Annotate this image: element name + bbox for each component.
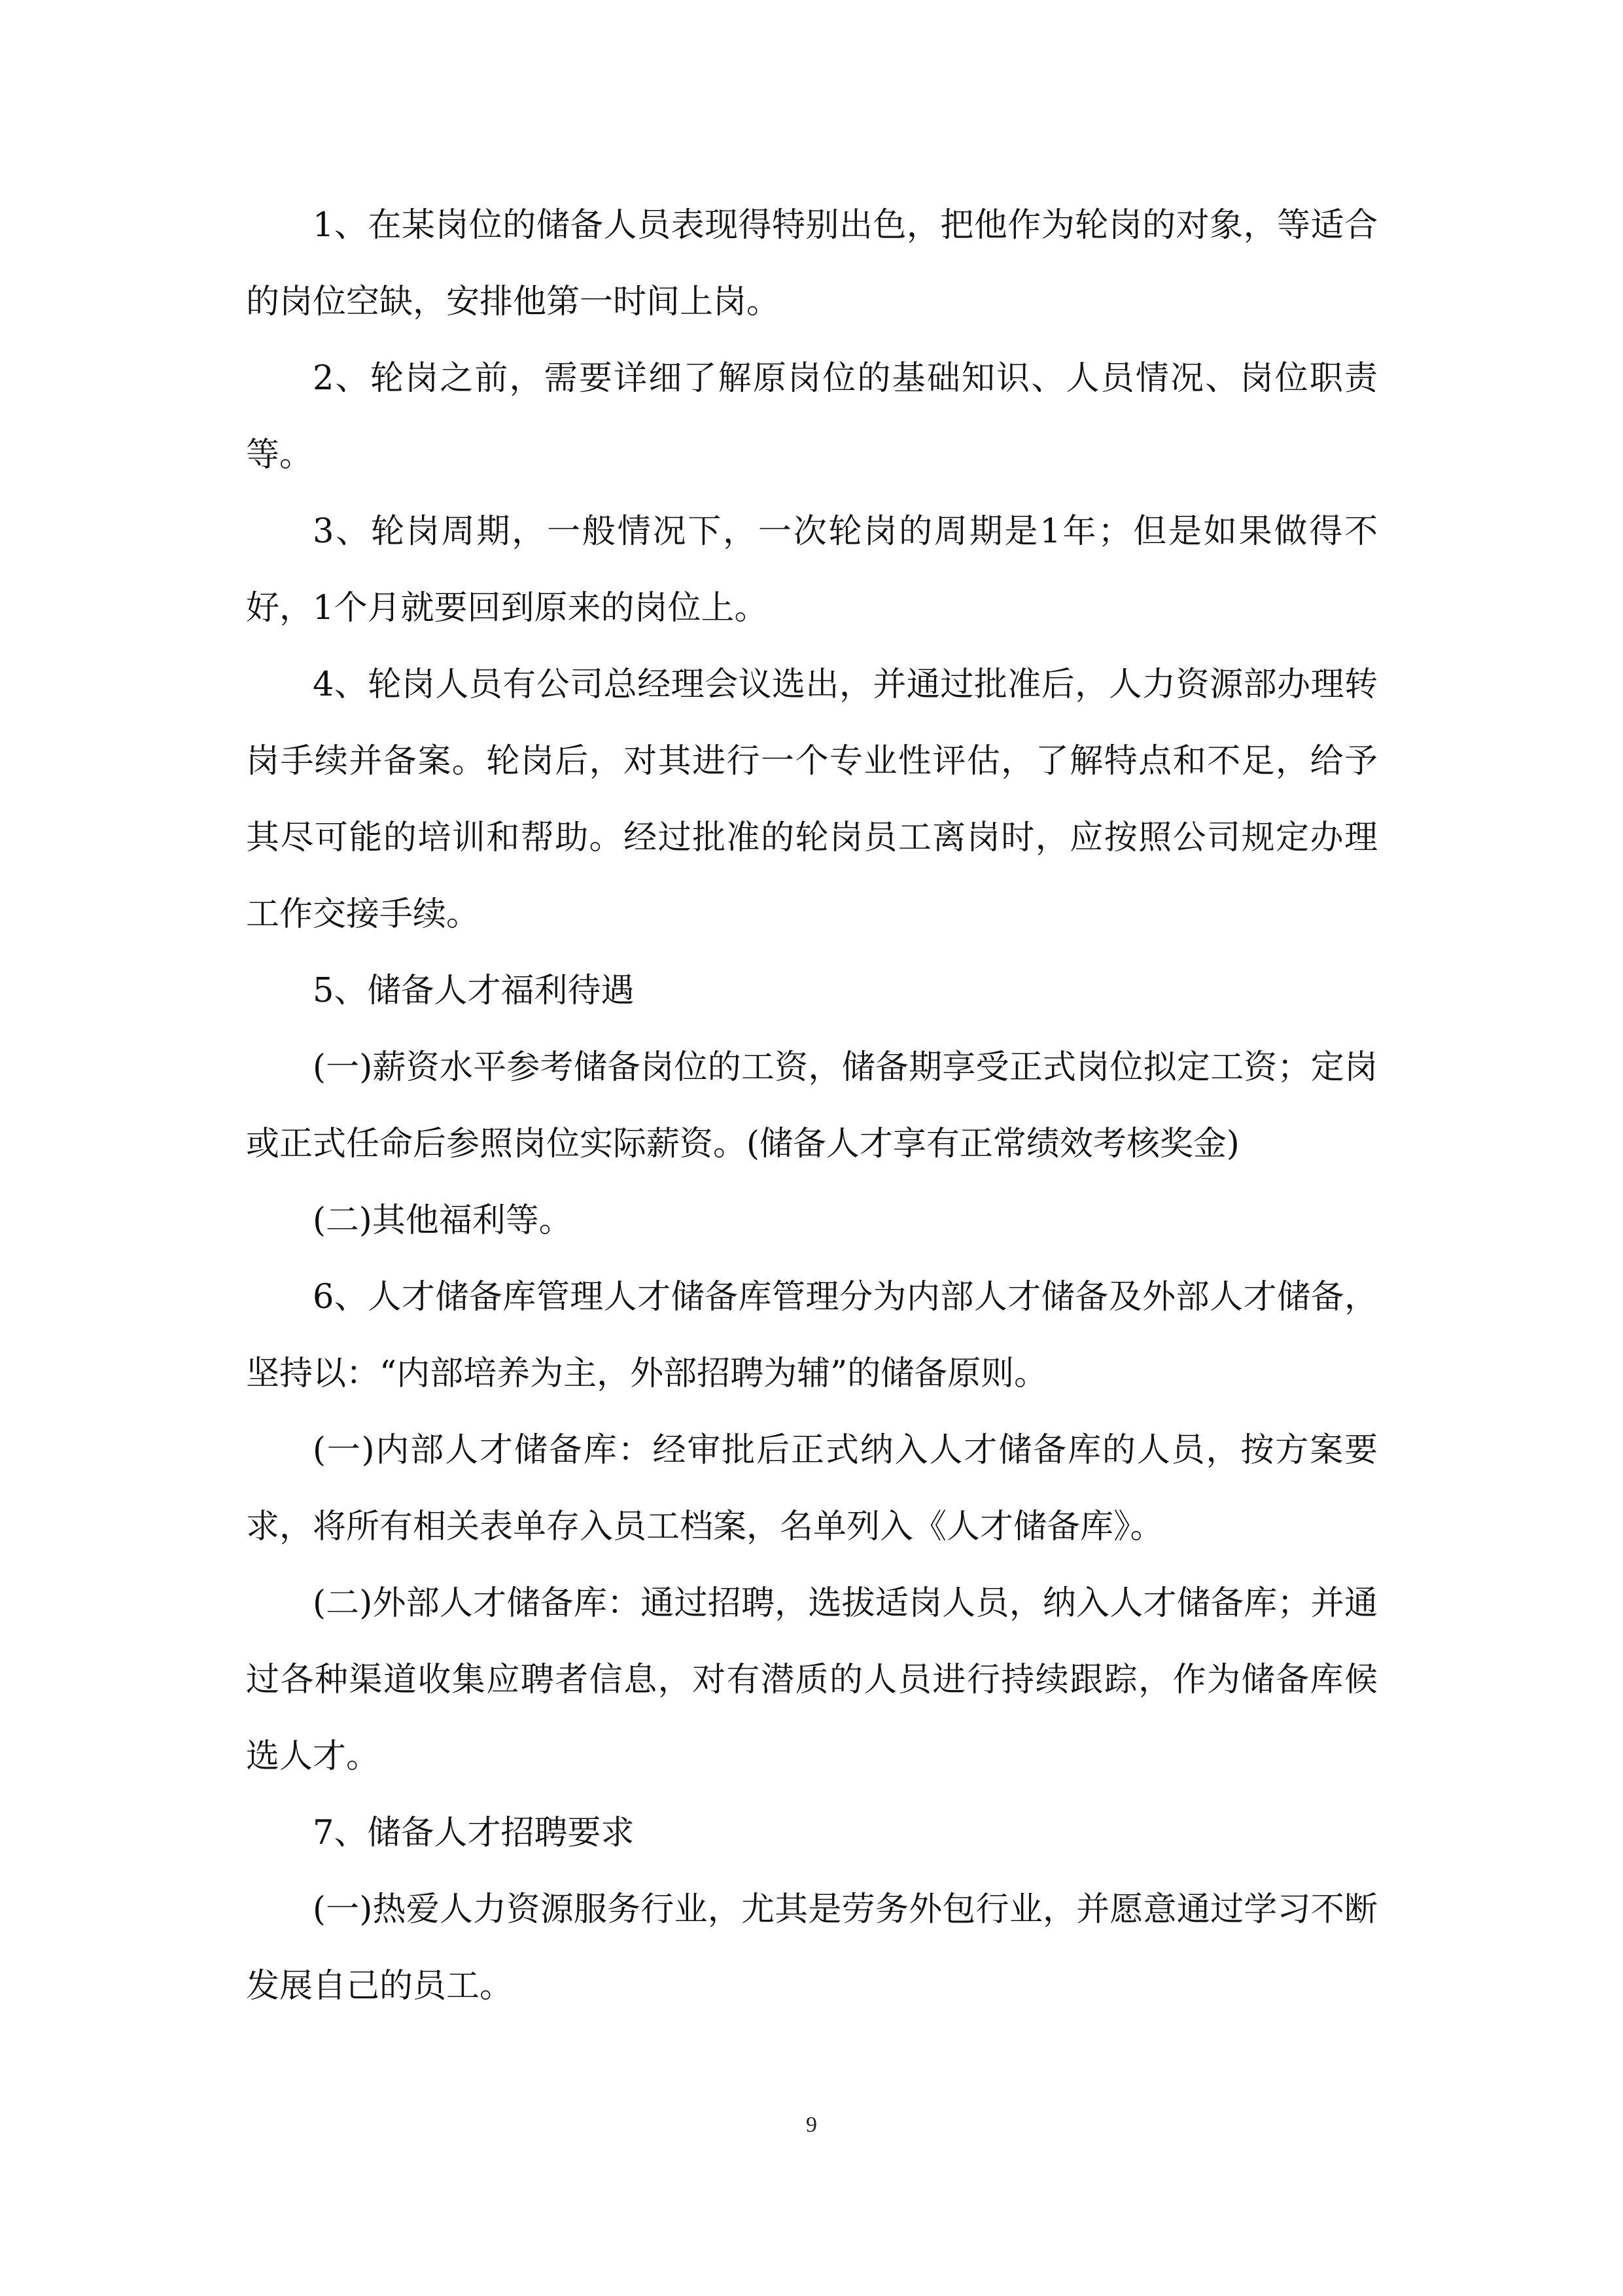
paragraph-5-item-2: (二)其他福利等。 <box>313 1201 572 1240</box>
paragraph-4: 4、轮岗人员有公司总经理会议选出，并通过批准后，人力资源部办理转岗手续并备案。轮岗后，对其进行一个专业性评估，了解特点和不足，给予其尽可能的培训和帮助。经过批准的轮岗员工离岗时，应按照公司规定办理工作交接手续。 <box>246 665 1378 934</box>
paragraph-3: 3、轮岗周期，一般情况下，一次轮岗的周期是1年；但是如果做得不好，1个月就要回到原来的岗位上。 <box>246 512 1378 627</box>
paragraph-7-heading: 7、储备人才招聘要求 <box>313 1814 635 1852</box>
paragraph-6-item-2: (二)外部人才储备库：通过招聘，选拔适岗人员，纳入人才储备库；并通过各种渠道收集应聘者信息，对有潜质的人员进行持续跟踪，作为储备库候选人才。 <box>246 1584 1378 1776</box>
paragraph-7-item-1: (一)热爱人力资源服务行业，尤其是劳务外包行业，并愿意通过学习不断发展自己的员工。 <box>246 1890 1378 2005</box>
paragraph-1: 1、在某岗位的储备人员表现得特别出色，把他作为轮岗的对象，等适合的岗位空缺，安排他第一时间上岗。 <box>246 206 1378 321</box>
page-number: 9 <box>806 2113 817 2137</box>
paragraph-5-item-1: (一)薪资水平参考储备岗位的工资，储备期享受正式岗位拟定工资；定岗或正式任命后参照岗位实际薪资。(储备人才享有正常绩效考核奖金) <box>246 1048 1378 1163</box>
paragraph-2: 2、轮岗之前，需要详细了解原岗位的基础知识、人员情况、岗位职责等。 <box>246 359 1378 474</box>
paragraph-6: 6、人才储备库管理人才储备库管理分为内部人才储备及外部人才储备，坚持以：“内部培养为主，外部招聘为辅”的储备原则。 <box>246 1278 1378 1393</box>
document-body <box>246 187 1378 2024</box>
paragraph-6-item-1: (一)内部人才储备库：经审批后正式纳入人才储备库的人员，按方案要求，将所有相关表单存入员工档案，名单列入《人才储备库》。 <box>246 1431 1378 1546</box>
paragraph-5-heading: 5、储备人才福利待遇 <box>313 972 635 1010</box>
